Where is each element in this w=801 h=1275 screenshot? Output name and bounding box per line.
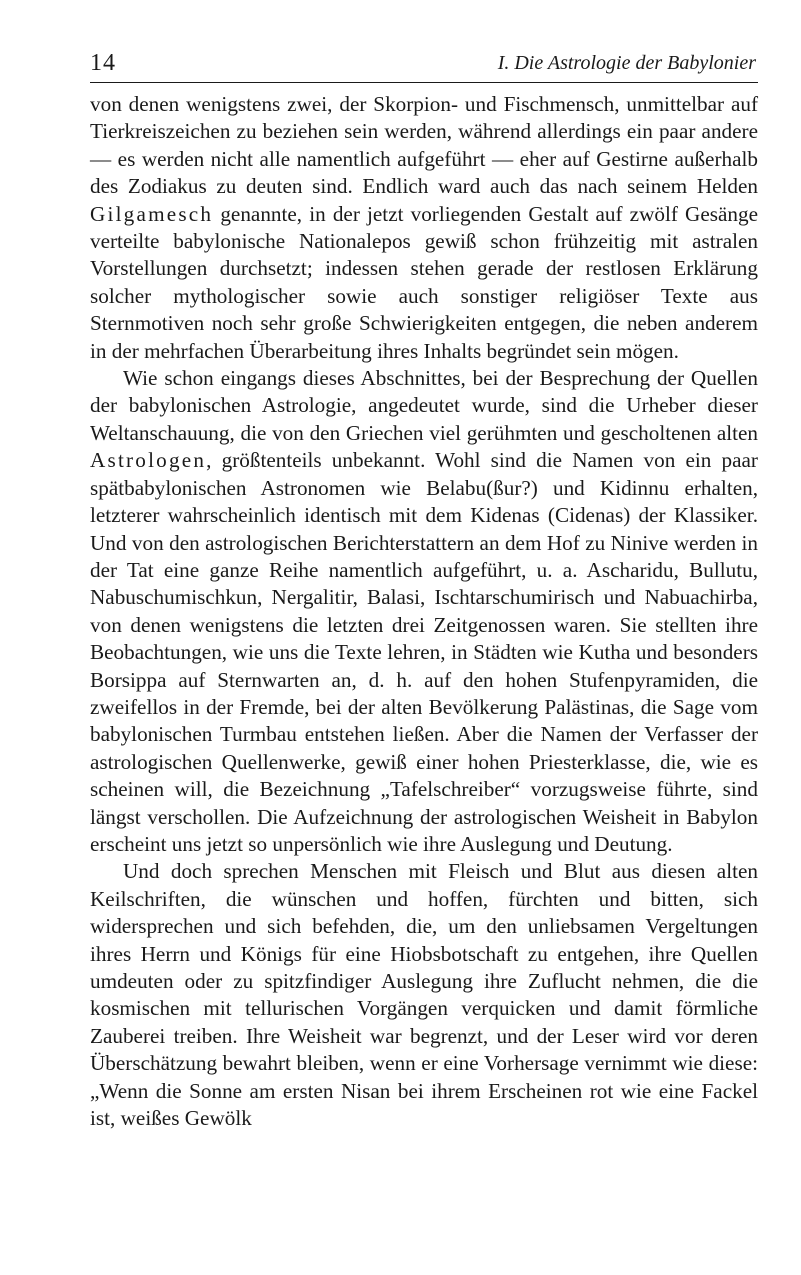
- paragraph-3: [90, 858, 758, 1132]
- paragraph-2: [90, 365, 758, 858]
- body-text: [90, 91, 758, 1132]
- paragraph-2-text-a: Wie schon eingangs dieses Abschnittes, bei der Besprechung der Quellen der babylonischen Astrologie, angedeutet wurde, sind die Urheber dieser Weltanschauung, die von den Griechen viel gerühmten und gescholtenen alten: [90, 366, 758, 445]
- paragraph-1: [90, 91, 758, 365]
- running-head: I. Die Astrologie der Babylonier: [497, 52, 756, 74]
- page-number: 14: [90, 50, 116, 76]
- paragraph-1-text-b: genannte, in der jetzt vorliegenden Gestalt auf zwölf Gesänge verteilte babylonische Nationalepos gewiß schon frühzeitig mit astralen Vorstellungen durchsetzt; indessen stehen gerade der restlosen Erklärung solcher mythologischer sowie auch sonstiger religiöser Texte aus Sternmotiven noch sehr große Schwierigkeiten entgegen, die neben anderem in der mehrfachen Überarbeitung ihres Inhalts begründet sein mögen.: [90, 201, 758, 363]
- emphasized-word-astrologen: Astrologen: [90, 448, 207, 473]
- book-page: [90, 48, 758, 1132]
- emphasized-name-gilgamesch: Gilgamesch: [90, 201, 214, 226]
- page-header: [90, 48, 758, 83]
- paragraph-3-text: Und doch sprechen Menschen mit Fleisch und Blut aus diesen alten Keilschriften, die wünschen und hoffen, fürchten und bitten, sich widersprechen und sich befehden, die, um den unliebsamen Vergeltungen ihres Herrn und Königs für eine Hiobsbotschaft zu entgehen, ihre Quellen umdeuten oder zu spitzfindiger Auslegung ihre Zuflucht nehmen, die die kosmischen mit tellurischen Vorgängen verquicken und damit förmliche Zauberei treiben. Ihre Weisheit war begrenzt, und der Leser wird vor deren Überschätzung bewahrt bleiben, wenn er eine Vorhersage vernimmt wie diese: „Wenn die Sonne am ersten Nisan bei ihrem Erscheinen rot wie eine Fackel ist, weißes Gewölk: [90, 859, 758, 1131]
- paragraph-1-text-a: von denen wenigstens zwei, der Skorpion- und Fischmensch, unmittelbar auf Tierkreiszeichen zu beziehen sein werden, während allerdings ein paar andere — es werden nicht alle namentlich aufgeführt — eher auf Gestirne außerhalb des Zodiakus zu deuten sind. Endlich ward auch das nach seinem Helden: [90, 92, 758, 199]
- paragraph-2-text-b: , größtenteils unbekannt. Wohl sind die Namen von ein paar spätbabylonischen Astronomen wie Belabu(ßur?) und Kidinnu erhalten, letzterer wahrscheinlich identisch mit dem Kidenas (Cidenas) der Klassiker. Und von den astrologischen Berichterstattern an dem Hof zu Ninive werden in der Tat eine ganze Reihe namentlich aufgeführt, u. a. Ascharidu, Bullutu, Nabuschumischkun, Nergalitir, Balasi, Ischtarschumirisch und Nabuachirba, von denen wenigstens die letzten drei Zeitgenossen waren. Sie stellten ihre Beobachtungen, wie uns die Texte lehren, in Städten wie Kutha und besonders Borsippa auf Sternwarten an, d. h. auf den hohen Stufenpyramiden, die zweifellos in der Fremde, bei der alten Bevölkerung Palästinas, die Sage vom babylonischen Turmbau entstehen ließen. Aber die Namen der Verfasser der astrologischen Quellenwerke, gewiß einer hohen Priesterklasse, die, wie es scheinen will, die Bezeichnung „Tafelschreiber“ vorzugsweise führte, sind längst verschollen. Die Aufzeichnung der astrologischen Weisheit in Babylon erscheint uns jetzt so unpersönlich wie ihre Auslegung und Deutung.: [90, 448, 758, 856]
